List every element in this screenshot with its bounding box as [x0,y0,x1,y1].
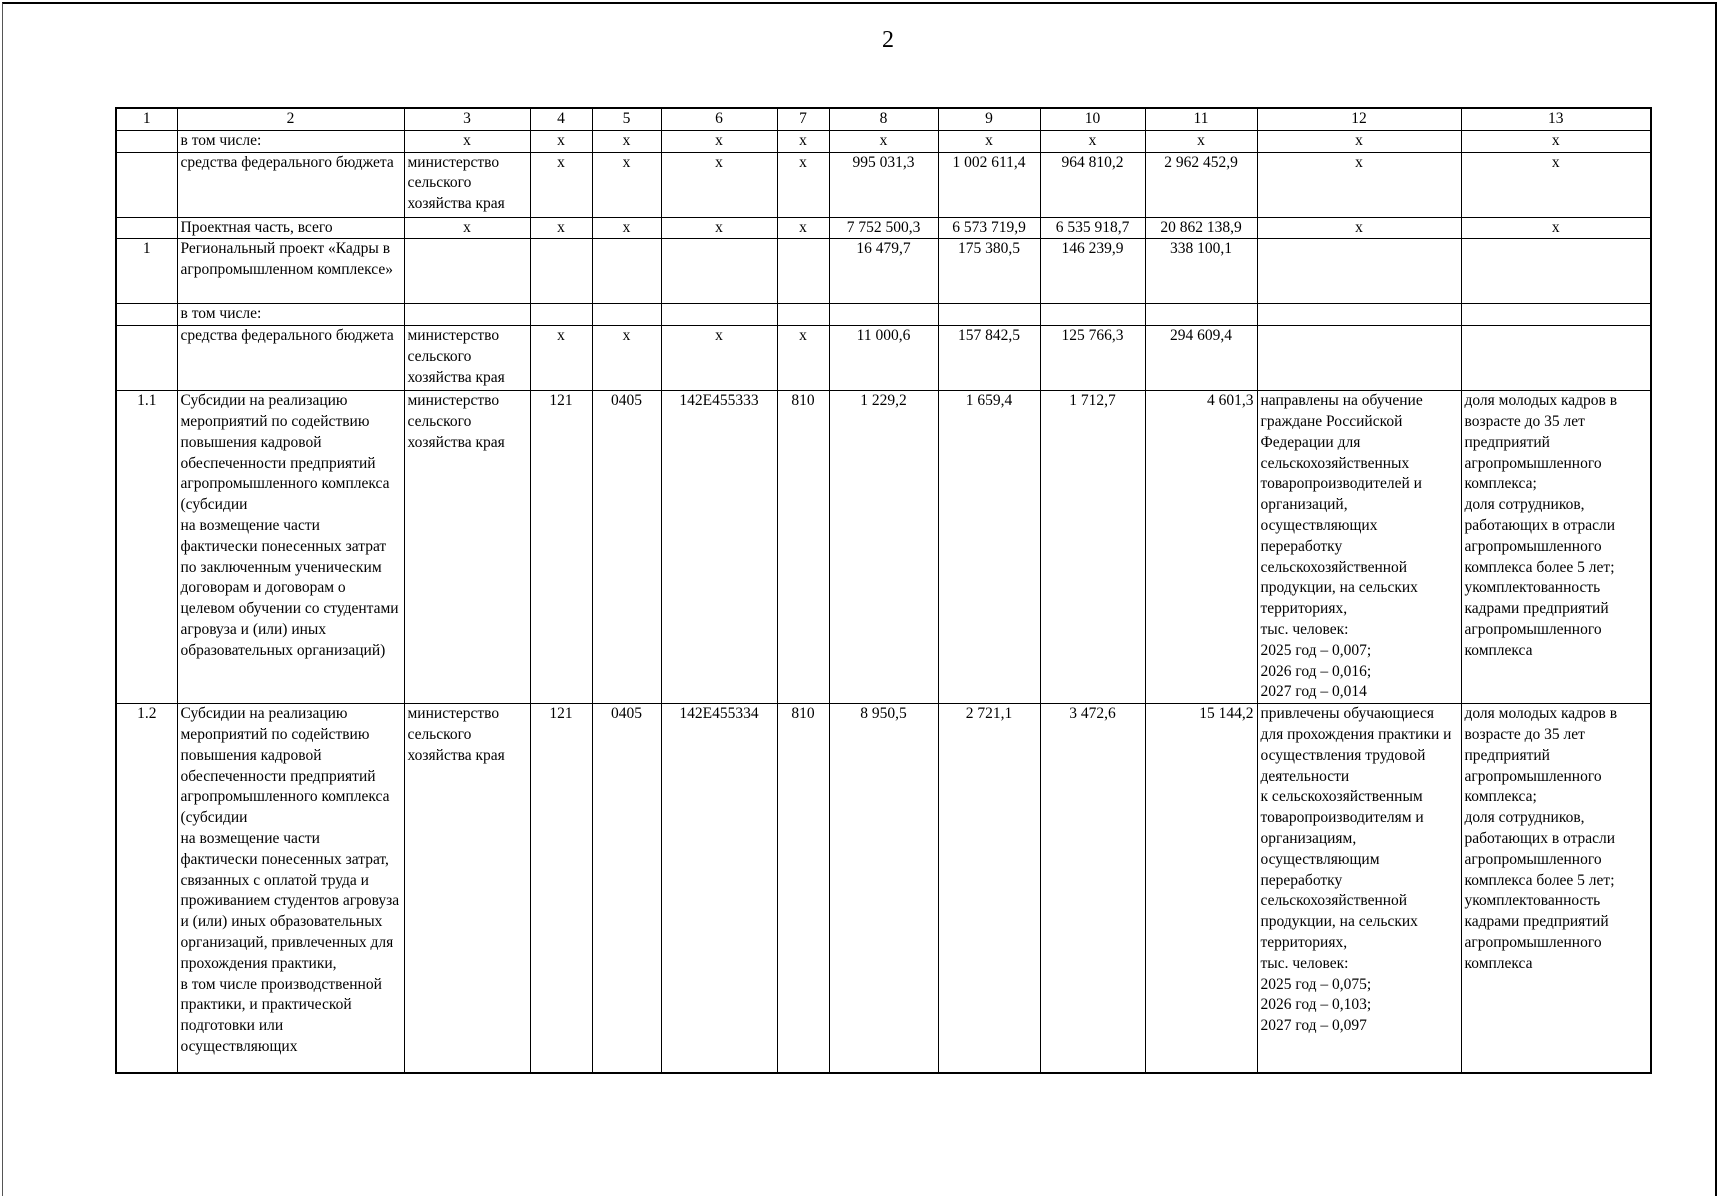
table-cell: х [404,130,530,152]
column-header: 10 [1040,108,1145,130]
column-header: 8 [829,108,938,130]
table-cell: х [777,152,829,217]
table-row [116,326,1651,391]
table-cell: 20 862 138,9 [1145,217,1257,239]
table-cell: х [1461,152,1651,217]
table-cell: х [661,217,777,239]
table-cell: х [530,130,592,152]
column-header: 13 [1461,108,1651,130]
table-cell: направлены на обучение граждане Российской Федерации для сельскохозяйственных товаропроизводителей и организаций, осуществляющих переработку сельскохозяйственной продукции, на сельских территориях, тыс. человек: 2025 год – 0,007; 2026 год – 0,016; 2027 год – 0,014 [1257,391,1461,704]
table-cell: Субсидии на реализацию мероприятий по содействию повышения кадровой обеспеченности предприятий агропромышленного комплекса (субсидии на возмещение части фактически понесенных затрат, связанных с оплатой труда и проживанием студентов агровуза и (или) иных образовательных организаций, привлеченных для прохождения практики, в том числе производственной практики, и практической подготовки или осуществляющих [177,704,404,1074]
table-cell: министерство сельского хозяйства края [404,704,530,1074]
table-cell: 142Е455334 [661,704,777,1074]
table-cell: 2 962 452,9 [1145,152,1257,217]
table-cell: 0405 [592,391,661,704]
table-cell: х [777,217,829,239]
table-cell: х [530,152,592,217]
table-cell: 294 609,4 [1145,326,1257,391]
table-cell: 6 535 918,7 [1040,217,1145,239]
table-cell [116,130,177,152]
table-cell: 125 766,3 [1040,326,1145,391]
table-cell: 964 810,2 [1040,152,1145,217]
table-cell: 6 573 719,9 [938,217,1040,239]
table-cell [1461,239,1651,304]
table-cell [1461,304,1651,326]
table-cell: 2 721,1 [938,704,1040,1074]
table-cell [777,304,829,326]
table-cell: в том числе: [177,130,404,152]
table-cell: 1 712,7 [1040,391,1145,704]
table-cell: 4 601,3 [1145,391,1257,704]
table-cell: 1 229,2 [829,391,938,704]
table-cell: 175 380,5 [938,239,1040,304]
table-cell [592,304,661,326]
table-cell: министерство сельского хозяйства края [404,391,530,704]
table-cell: 995 031,3 [829,152,938,217]
table-cell: х [1257,152,1461,217]
table-cell [1257,326,1461,391]
column-header: 2 [177,108,404,130]
table-cell [404,239,530,304]
table-cell: министерство сельского хозяйства края [404,326,530,391]
table-row [116,217,1651,239]
table-cell: 121 [530,704,592,1074]
column-header: 1 [116,108,177,130]
table-cell [404,304,530,326]
column-header: 5 [592,108,661,130]
table-cell: х [1257,217,1461,239]
table-row [116,130,1651,152]
table-cell [1461,326,1651,391]
table-cell: доля молодых кадров в возрасте до 35 лет предприятий агропромышленного комплекса; доля сотрудников, работающих в отрасли агропромышленного комплекса более 5 лет; укомплектованность кадрами предприятий агропромышленного комплекса [1461,391,1651,704]
table-cell: министерство сельского хозяйства края [404,152,530,217]
table-cell: 121 [530,391,592,704]
table-cell: х [530,326,592,391]
table-cell: 157 842,5 [938,326,1040,391]
table-cell [1257,239,1461,304]
table-cell: 338 100,1 [1145,239,1257,304]
header-row [116,108,1651,130]
table-cell: х [1461,217,1651,239]
table-cell: 7 752 500,3 [829,217,938,239]
table-cell: 0405 [592,704,661,1074]
table-cell: в том числе: [177,304,404,326]
table-cell: 810 [777,704,829,1074]
table-cell [530,239,592,304]
table-cell [1257,304,1461,326]
table-cell: 810 [777,391,829,704]
table-cell: 146 239,9 [1040,239,1145,304]
table-cell [592,239,661,304]
table-cell: 3 472,6 [1040,704,1145,1074]
table-cell: 11 000,6 [829,326,938,391]
table-cell: х [1461,130,1651,152]
table-cell: х [592,217,661,239]
table-cell [116,152,177,217]
page-number: 2 [882,27,894,53]
table-cell [530,304,592,326]
table-cell [1040,304,1145,326]
table-cell: х [661,152,777,217]
table-cell [116,326,177,391]
budget-table [115,107,1652,1074]
table-cell: х [404,217,530,239]
table-cell: привлечены обучающиеся для прохождения практики и осуществления трудовой деятельности к сельскохозяйственным товаропроизводителям и организациям, осуществляющим переработку сельскохозяйственной продукции, на сельских территориях, тыс. человек: 2025 год – 0,075; 2026 год – 0,103; 2027 год – 0,097 [1257,704,1461,1074]
table-row [116,704,1651,1074]
table-cell: доля молодых кадров в возрасте до 35 лет предприятий агропромышленного комплекса; доля сотрудников, работающих в отрасли агропромышленного комплекса более 5 лет; укомплектованность кадрами предприятий агропромышленного комплекса [1461,704,1651,1074]
column-header: 3 [404,108,530,130]
table-cell [661,304,777,326]
table-cell: средства федерального бюджета [177,326,404,391]
table-cell [1145,304,1257,326]
table-cell: 1 002 611,4 [938,152,1040,217]
table-cell [829,304,938,326]
column-header: 11 [1145,108,1257,130]
column-header: 4 [530,108,592,130]
table-cell: Субсидии на реализацию мероприятий по содействию повышения кадровой обеспеченности предприятий агропромышленного комплекса (субсидии на возмещение части фактически понесенных затрат по заключенным ученическим договорам и договорам о целевом обучении со студентами агровуза и (или) иных образовательных организаций) [177,391,404,704]
table-cell: 1.2 [116,704,177,1074]
table-cell: 1 [116,239,177,304]
table-row [116,152,1651,217]
table-cell [661,239,777,304]
table-cell: х [661,130,777,152]
table-row [116,391,1651,704]
table-cell: 8 950,5 [829,704,938,1074]
table-cell: х [592,326,661,391]
table-cell: Проектная часть, всего [177,217,404,239]
column-header: 9 [938,108,1040,130]
table-cell: х [1145,130,1257,152]
table-cell: х [777,130,829,152]
table-cell: х [592,130,661,152]
table-cell: х [829,130,938,152]
table-cell: х [592,152,661,217]
table-row [116,239,1651,304]
table-cell: Региональный проект «Кадры в агропромышленном комплексе» [177,239,404,304]
table-cell: 142Е455333 [661,391,777,704]
table-cell: 1 659,4 [938,391,1040,704]
table-cell [116,217,177,239]
table-cell: х [777,326,829,391]
table-row [116,304,1651,326]
table-cell: х [661,326,777,391]
table-cell: х [1040,130,1145,152]
table-cell [938,304,1040,326]
table-cell [116,304,177,326]
table-cell: х [530,217,592,239]
table-cell: х [938,130,1040,152]
table-cell: 15 144,2 [1145,704,1257,1074]
column-header: 7 [777,108,829,130]
column-header: 6 [661,108,777,130]
column-header: 12 [1257,108,1461,130]
table-cell: 1.1 [116,391,177,704]
table-cell: 16 479,7 [829,239,938,304]
table-cell: х [1257,130,1461,152]
table-cell [777,239,829,304]
table-cell: средства федерального бюджета [177,152,404,217]
